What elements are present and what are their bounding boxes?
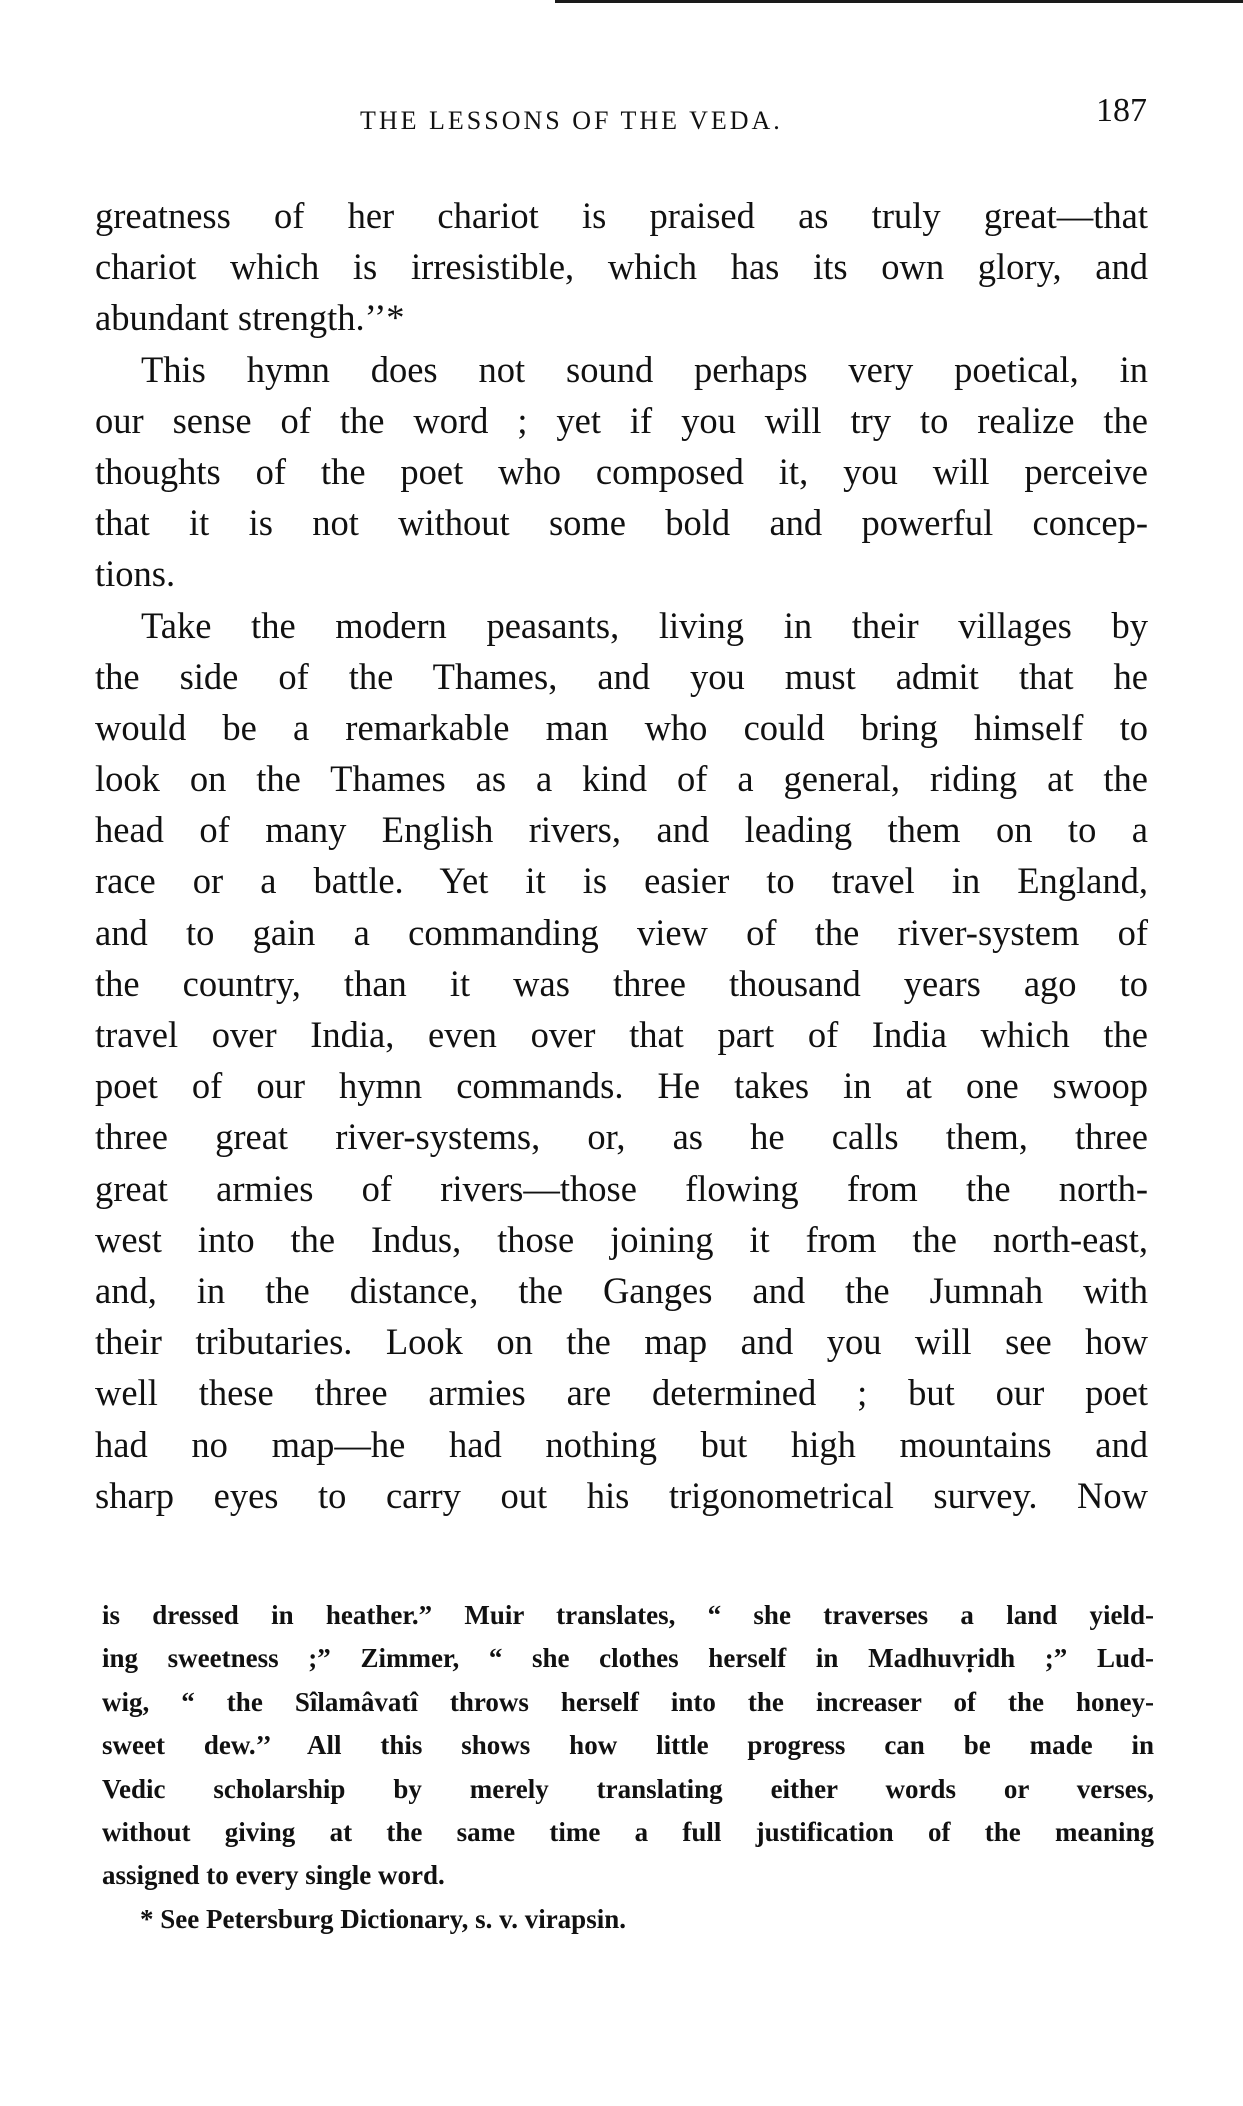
footnote-asterisk: * See Petersburg Dictionary, s. v. virapsin. — [140, 1903, 626, 1934]
body-line: well these three armies are determined ; but our poet — [95, 1372, 1148, 1414]
body-line: our sense of the word ; yet if you will try to realize the — [95, 399, 1148, 441]
body-line: greatness of her chariot is praised as truly great—that — [95, 195, 1148, 236]
footnote-line: Vedic scholarship by merely translating either words or verses, — [102, 1773, 1154, 1804]
body-line: travel over India, even over that part of India which the — [95, 1014, 1148, 1055]
body-text — [95, 190, 1148, 1521]
body-line: tions. — [95, 553, 176, 595]
body-line: west into the Indus, those joining it from the north-east, — [95, 1218, 1148, 1260]
body-line: look on the Thames as a kind of a general, riding at the — [95, 758, 1148, 800]
footnote-line: assigned to every single word. — [102, 1860, 445, 1891]
body-line: race or a battle. Yet it is easier to travel in England, — [95, 860, 1148, 902]
body-line: head of many English rivers, and leading them on to a — [95, 809, 1148, 851]
body-line: three great river-systems, or, as he calls them, three — [95, 1116, 1148, 1158]
top-rule — [555, 0, 1243, 3]
body-line: would be a remarkable man who could bring himself to — [95, 706, 1148, 748]
body-line: and to gain a commanding view of the river-system of — [95, 911, 1148, 953]
body-line: chariot which is irresistible, which has its own glory, and — [95, 246, 1148, 288]
body-line: that it is not without some bold and powerful concep- — [95, 502, 1148, 544]
page-header — [95, 92, 1147, 142]
body-line: This hymn does not sound perhaps very poetical, in — [141, 348, 1148, 390]
body-line: thoughts of the poet who composed it, you will perceive — [95, 450, 1148, 492]
body-line: and, in the distance, the Ganges and the Jumnah with — [95, 1269, 1148, 1311]
body-line: their tributaries. Look on the map and you will see how — [95, 1321, 1148, 1363]
footnote-line: without giving at the same time a full justification of the meaning — [102, 1816, 1154, 1847]
body-line: abundant strength.’’* — [95, 297, 405, 339]
page-number: 187 — [1096, 92, 1147, 129]
footnotes — [102, 1594, 1154, 1941]
footnote-line: wig, “ the Sîlamâvatî throws herself into the increaser of the honey- — [102, 1686, 1154, 1717]
footnote-line: sweet dew.’’ All this shows how little progress can be made in — [102, 1730, 1154, 1761]
body-line: sharp eyes to carry out his trigonometrical survey. Now — [95, 1474, 1148, 1516]
body-line: the country, than it was three thousand years ago to — [95, 962, 1148, 1004]
body-line: poet of our hymn commands. He takes in at one swoop — [95, 1065, 1148, 1107]
footnote-line: ing sweetness ;” Zimmer, “ she clothes herself in Madhuvṛidh ;” Lud- — [102, 1643, 1154, 1674]
body-line: Take the modern peasants, living in their villages by — [141, 604, 1148, 646]
footnote-line: is dressed in heather.” Muir translates, “ she traverses a land yield- — [102, 1600, 1154, 1630]
body-line: the side of the Thames, and you must admit that he — [95, 655, 1148, 697]
body-line: had no map—he had nothing but high mountains and — [95, 1423, 1148, 1465]
running-title: THE LESSONS OF THE VEDA. — [360, 106, 783, 135]
body-line: great armies of rivers—those flowing from the north- — [95, 1167, 1148, 1209]
